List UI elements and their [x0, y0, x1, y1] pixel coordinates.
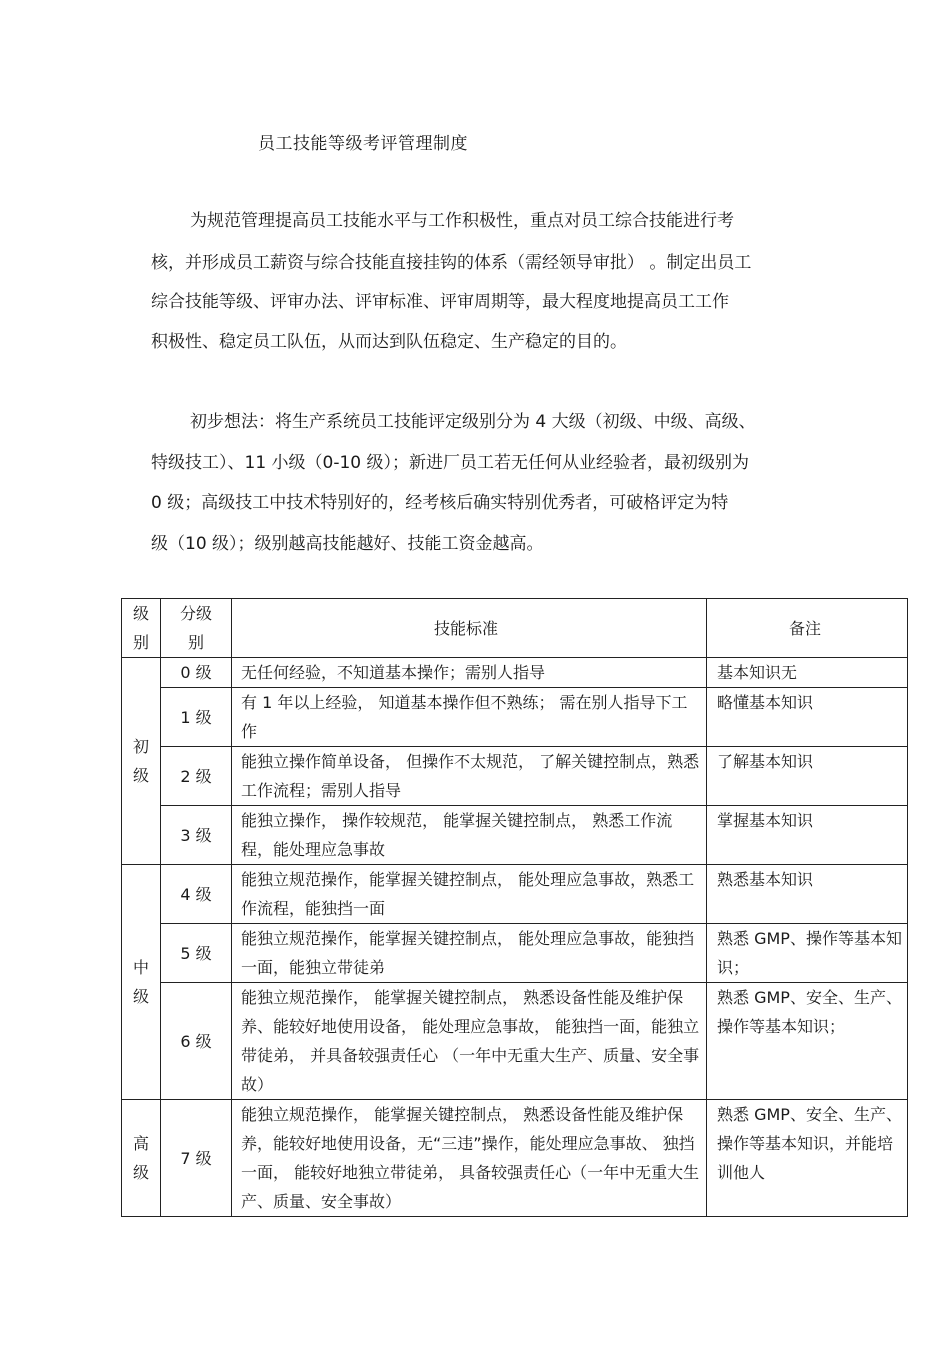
table-row: [122, 924, 908, 983]
note-cell: 熟悉基本知识: [707, 865, 908, 924]
table-row: [122, 865, 908, 924]
paragraph-line: 综合技能等级、评审办法、评审标准、评审周期等，最大程度地提高员工工作: [151, 292, 729, 312]
table-row: [122, 983, 908, 1100]
note-cell: 略懂基本知识: [707, 688, 908, 747]
table-row: [122, 658, 908, 688]
header-level: 级 别: [122, 599, 161, 658]
note-cell: 熟悉 GMP、安全、生产、操作等基本知识，并能培训他人: [707, 1100, 908, 1217]
note-cell: 熟悉 GMP、操作等基本知识；: [707, 924, 908, 983]
header-note: 备注: [707, 599, 908, 658]
sub-level-cell: 5 级: [161, 924, 232, 983]
paragraph-line: 特级技工）、11 小级（0-10 级）；新进厂员工若无任何从业经验者，最初级别为: [151, 453, 750, 473]
standard-cell: 有 1 年以上经验， 知道基本操作但不熟练； 需在别人指导下工作: [232, 688, 707, 747]
sub-level-cell: 7 级: [161, 1100, 232, 1217]
table-row: [122, 688, 908, 747]
paragraph-line: 核，并形成员工薪资与综合技能直接挂钩的体系（需经领导审批） 。制定出员工: [151, 253, 752, 273]
table-header-row: [122, 599, 908, 658]
header-sub-level: 分级 别: [161, 599, 232, 658]
table-row: [122, 806, 908, 865]
standard-cell: 能独立操作， 操作较规范， 能掌握关键控制点， 熟悉工作流程，能处理应急事故: [232, 806, 707, 865]
note-cell: 熟悉 GMP、安全、生产、操作等基本知识；: [707, 983, 908, 1100]
paragraph-line: 初步想法：将生产系统员工技能评定级别分为 4 大级（初级、中级、高级、: [190, 412, 756, 432]
paragraph-line: 为规范管理提高员工技能水平与工作积极性，重点对员工综合技能进行考: [190, 211, 734, 231]
skill-grade-table: [121, 598, 908, 1217]
sub-level-cell: 4 级: [161, 865, 232, 924]
note-cell: 了解基本知识: [707, 747, 908, 806]
standard-cell: 能独立规范操作， 能掌握关键控制点， 熟悉设备性能及维护保养、能较好地使用设备， 能处理应急事故， 能独挡一面，能独立带徒弟， 并具备较强责任心 （一年中无重大生产、质量、安全事故）: [232, 983, 707, 1100]
standard-cell: 能独立规范操作，能掌握关键控制点， 能处理应急事故，能独挡一面，能独立带徒弟: [232, 924, 707, 983]
table-row: [122, 1100, 908, 1217]
document-title: 员工技能等级考评管理制度: [258, 134, 468, 154]
table-row: [122, 747, 908, 806]
sub-level-cell: 0 级: [161, 658, 232, 688]
standard-cell: 能独立操作简单设备， 但操作不太规范， 了解关键控制点，熟悉工作流程；需别人指导: [232, 747, 707, 806]
note-cell: 掌握基本知识: [707, 806, 908, 865]
standard-cell: 能独立规范操作， 能掌握关键控制点， 熟悉设备性能及维护保养，能较好地使用设备，无“三违”操作，能处理应急事故、 独挡一面， 能较好地独立带徒弟， 具备较强责任心（一年中无重大生产、质量、安全事故）: [232, 1100, 707, 1217]
sub-level-cell: 6 级: [161, 983, 232, 1100]
sub-level-cell: 3 级: [161, 806, 232, 865]
level-cell: 初 级: [122, 658, 161, 865]
sub-level-cell: 2 级: [161, 747, 232, 806]
sub-level-cell: 1 级: [161, 688, 232, 747]
level-cell: 高 级: [122, 1100, 161, 1217]
note-cell: 基本知识无: [707, 658, 908, 688]
paragraph-line: 积极性、稳定员工队伍，从而达到队伍稳定、生产稳定的目的。: [151, 332, 627, 352]
paragraph-line: 0 级；高级技工中技术特别好的，经考核后确实特别优秀者，可破格评定为特: [151, 493, 729, 513]
standard-cell: 能独立规范操作，能掌握关键控制点， 能处理应急事故，熟悉工作流程，能独挡一面: [232, 865, 707, 924]
header-standard: 技能标准: [232, 599, 707, 658]
level-cell: 中 级: [122, 865, 161, 1100]
paragraph-line: 级（10 级）；级别越高技能越好、技能工资金越高。: [151, 534, 544, 554]
standard-cell: 无任何经验，不知道基本操作；需别人指导: [232, 658, 707, 688]
